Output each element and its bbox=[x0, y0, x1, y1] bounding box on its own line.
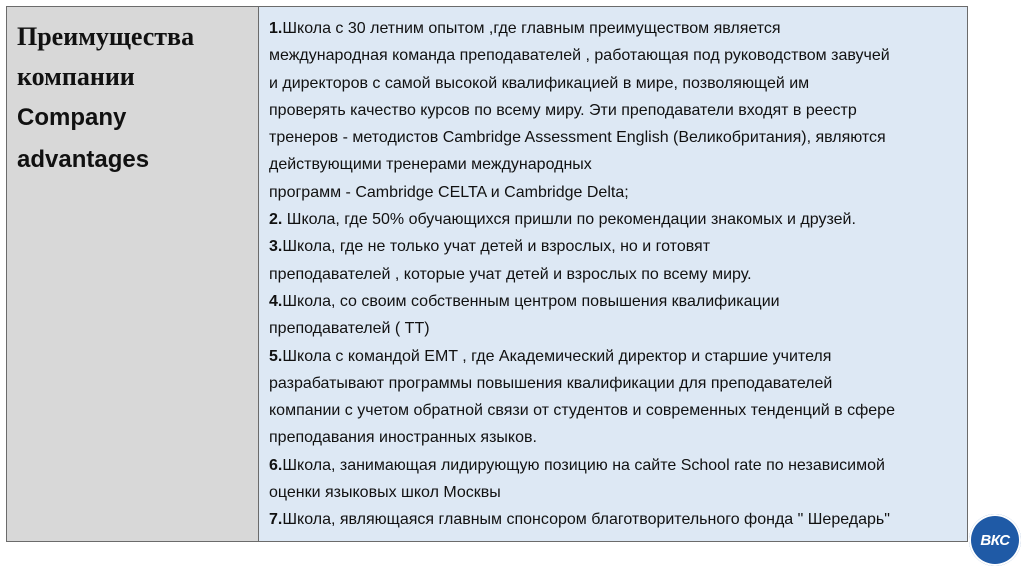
advantage-line: проверять качество курсов по всему миру. Эти преподаватели входят в реестр bbox=[269, 101, 857, 119]
advantage-item-5 bbox=[269, 343, 957, 452]
heading-ru-line-2: компании bbox=[17, 62, 135, 91]
advantage-line: действующими тренерами международных bbox=[269, 156, 592, 174]
heading-en-line-1: Company bbox=[17, 104, 127, 131]
advantage-line: и директоров с самой высокой квалификацией в мире, позволяющей им bbox=[269, 74, 810, 92]
advantage-item-2 bbox=[269, 206, 957, 233]
vks-logo bbox=[969, 514, 1021, 566]
advantage-line: оценки языковых школ Москвы bbox=[269, 484, 501, 502]
advantage-number: 6. bbox=[269, 456, 283, 474]
advantage-number: 3. bbox=[269, 238, 283, 256]
advantage-text: Школа, занимающая лидирующую позицию на сайте School rate по независимой bbox=[282, 456, 885, 474]
advantage-line bbox=[269, 506, 957, 533]
advantage-item-4 bbox=[269, 288, 957, 343]
advantage-text: Школа, где 50% обучающихся пришли по рекомендации знакомых и друзей. bbox=[282, 211, 856, 229]
advantage-line bbox=[269, 206, 957, 233]
advantages-list-cell bbox=[259, 7, 967, 541]
advantage-number: 7. bbox=[269, 511, 283, 529]
advantage-line bbox=[269, 452, 957, 479]
advantage-line bbox=[269, 343, 957, 370]
advantage-item-7 bbox=[269, 506, 957, 533]
advantage-line: международная команда преподавателей , работающая под руководством завучей bbox=[269, 47, 890, 65]
advantage-text: Школа, где не только учат детей и взрослых, но и готовят bbox=[282, 238, 711, 256]
advantage-line: программ - Cambridge CELTA и Cambridge Delta; bbox=[269, 183, 629, 201]
advantage-number: 4. bbox=[269, 292, 283, 310]
advantage-line bbox=[269, 15, 957, 42]
advantage-text: Школа, со своим собственным центром повышения квалификации bbox=[282, 292, 780, 310]
advantage-number: 1. bbox=[269, 20, 283, 37]
advantage-line: тренеров - методистов Cambridge Assessment English (Великобритания), являются bbox=[269, 129, 886, 147]
advantage-line: компании с учетом обратной связи от студентов и современных тенденций в сфере bbox=[269, 402, 895, 420]
advantage-item-3 bbox=[269, 233, 957, 288]
advantage-text: Школа с 30 летним опытом ,где главным преимуществом является bbox=[282, 20, 781, 37]
logo-text: ВКС bbox=[980, 531, 1010, 549]
advantage-line: разрабатывают программы повышения квалификации для преподавателей bbox=[269, 374, 833, 392]
advantages-table bbox=[6, 6, 968, 542]
advantage-item-1 bbox=[269, 15, 957, 206]
advantage-line: преподавателей , которые учат детей и взрослых по всему миру. bbox=[269, 265, 752, 283]
advantage-item-6 bbox=[269, 452, 957, 507]
advantage-number: 5. bbox=[269, 347, 283, 365]
advantage-number: 2. bbox=[269, 211, 283, 229]
advantage-text: Школа с командой EMT , где Академический директор и старшие учителя bbox=[282, 347, 832, 365]
advantage-text: Школа, являющаяся главным спонсором благотворительного фонда " Шередарь" bbox=[282, 511, 890, 529]
advantage-line: преподавателей ( TT) bbox=[269, 320, 430, 338]
advantage-line bbox=[269, 233, 957, 260]
heading-en-line-2: advantages bbox=[17, 146, 150, 173]
advantage-line: преподавания иностранных языков. bbox=[269, 429, 537, 447]
heading-cell bbox=[7, 7, 259, 541]
heading-ru-line-1: Преимущества bbox=[17, 22, 195, 51]
advantage-line bbox=[269, 288, 957, 315]
